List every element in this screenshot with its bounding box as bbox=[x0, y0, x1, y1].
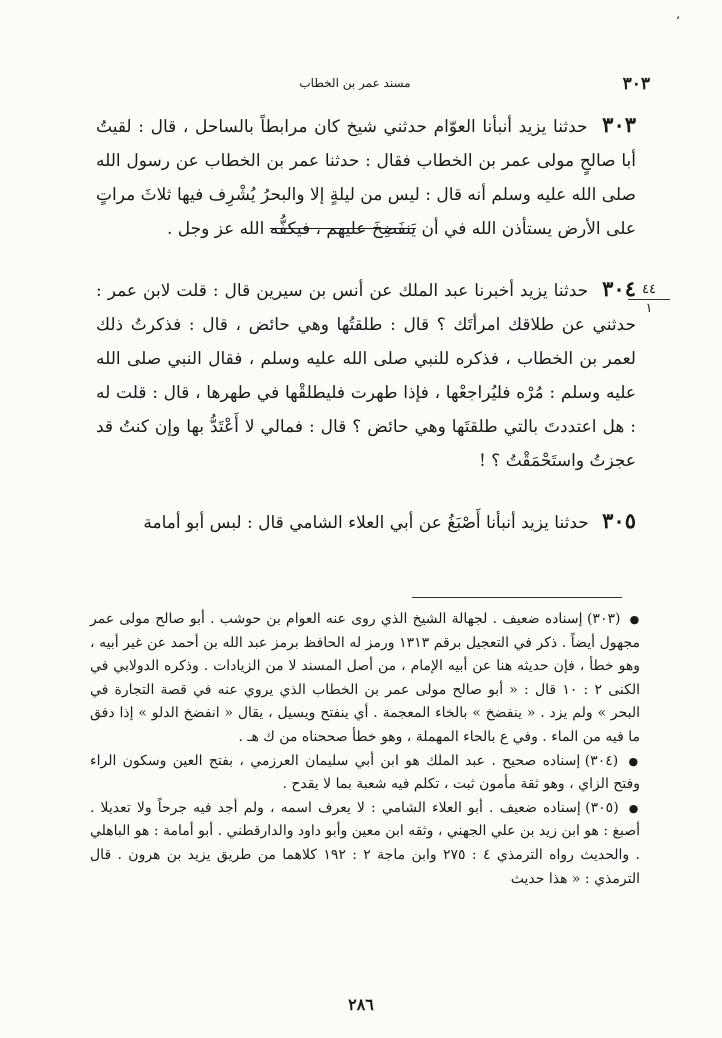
running-title: مسند عمر بن الخطاب bbox=[299, 76, 411, 90]
hadith-text-tail: الله عز وجل . bbox=[166, 219, 265, 239]
top-mark: ، bbox=[676, 8, 680, 22]
footnote-text: (٣٠٤) إسناده صحيح . عبد الملك هو ابن أبي سليمان العرزمي ، بفتح العين وسكون الراء وفتح الزاي ، وهو ثقة مأمون ثبت ، تكلم فيه شعبة بما لا يقدح . bbox=[90, 752, 640, 793]
footnote-303 bbox=[90, 608, 640, 750]
page-header bbox=[60, 74, 650, 98]
footnote-304 bbox=[90, 750, 640, 797]
hadith-text: حدثنا يزيد أخبرنا عبد الملك عن أنس بن سيرين قال : قلت لابن عمر : حدثني عن طلاقك امرأتَك ؟ قال : طلقتُها وهي حائض ، قال : فذكرتُ ذلك لعمر بن الخطاب ، فذكره للنبي صلى الله عليه وسلم ، فقال النبي صلى الله عليه وسلم : مُرْه فليُراجعْها ، فإذا طهرت فليطلقْها في طهرها ، قال : قلت له : هل اعتددتَ بالتي طلقتَها وهي حائض ؟ قال : فمالي لا أَعْتَدُّ بها وإن كنتُ قد عجزتُ واستَحْمَقْتُ ؟ ! bbox=[96, 281, 636, 471]
margin-reference-bottom: ١ bbox=[645, 301, 653, 316]
footnote-305 bbox=[90, 797, 640, 891]
footnote-separator bbox=[412, 597, 622, 598]
main-text bbox=[96, 108, 636, 566]
footnote-text: (٣٠٥) إسناده ضعيف . أبو العلاء الشامي : لا يعرف اسمه ، ولم أجد فيه جرحاً ولا تعديلا . أصبغ : هو ابن زيد بن علي الجهني ، وثقه ابن معين وأبو داود والدارقطني . أبو أمامة : هو الباهلي . والحديث رواه الترمذي ٤ : ٢٧٥ وابن ماجة ٢ : ١٩٢ كلاهما من طريق يزيد بن هرون . قال الترمذي : « هذا حديث bbox=[89, 799, 640, 887]
bullet-icon: ● bbox=[629, 613, 640, 626]
hadith-303 bbox=[96, 108, 636, 246]
hadith-number: ٣٠٥ bbox=[602, 508, 636, 533]
struck-text: يَنفَضِخَ عليهم ، فيكفُّه bbox=[269, 219, 417, 239]
hadith-number: ٣٠٣ bbox=[602, 112, 637, 137]
margin-reference-top: ٤٤ bbox=[642, 282, 656, 297]
bullet-icon: ● bbox=[628, 754, 640, 768]
hadith-text: حدثنا يزيد أنبأنا أَصْبَغُ عن أبي العلاء الشامي قال : لبس أبو أمامة bbox=[143, 513, 589, 533]
bullet-icon: ● bbox=[628, 801, 640, 815]
footnote-text: (٣٠٣) إسناده ضعيف . لجهالة الشيخ الذي روى عنه العوام بن حوشب . أبو صالح مولى عمر مجهول أيضاً . ذكر في التعجيل برقم ١٣١٣ ورمز له الحافظ برمز عبد الله بن أحمد عن غير أبيه ، وهو خطأ ، فإن حديثه هنا عن أبيه الإمام ، من أصل المسند لا من الزيادات . وذكره الدولابي في الكنى ٢ : ١٠ قال : « أبو صالح مولى عمر بن الخطاب الذي يروي عنه في قصة التجارة في البحر » ولم يزد . « ينفضخ » بالخاء المعجمة . أي ينفتح ويسيل ، يقال « انفضخ الدلو » إذا دفق ما فيه من الماء . وفي ع بالحاء المهملة ، وهو خطأ صححناه من ك هـ . bbox=[90, 611, 640, 745]
hadith-number: ٣٠٤ bbox=[602, 276, 636, 301]
header-page-number: ٣٠٣ bbox=[622, 74, 650, 94]
hadith-text: حدثنا يزيد أنبأنا العوّام حدثني شيخ كان مرابطاً بالساحل ، قال : لقيتُ أبا صالحٍ مولى عمر بن الخطاب فقال : حدثنا عمر بن الخطاب عن رسول الله صلى الله عليه وسلم أنه قال : ليس من ليلةٍ إلا والبحرُ يُشْرِف فيها ثلاثَ مراتٍ على الأرض يستأذن الله في أن bbox=[96, 117, 636, 239]
footer-page-number: ٢٨٦ bbox=[348, 995, 374, 1014]
hadith-305 bbox=[96, 504, 636, 540]
hadith-304 bbox=[96, 272, 636, 478]
footnotes bbox=[90, 608, 640, 891]
